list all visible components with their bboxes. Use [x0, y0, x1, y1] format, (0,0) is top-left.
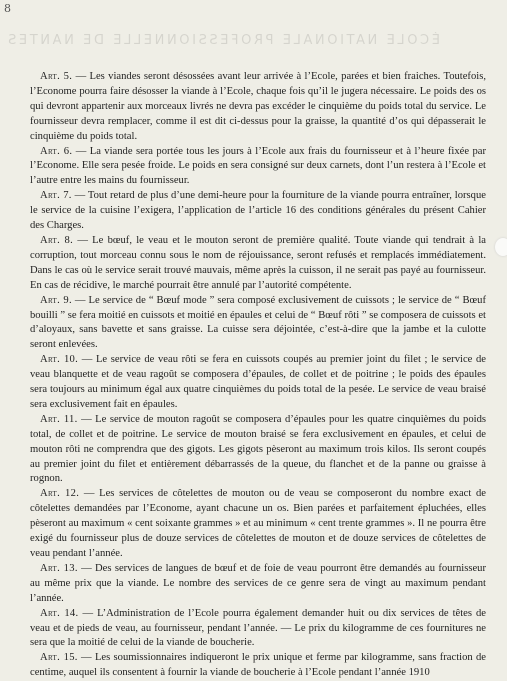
article-label: Art. 14. [40, 607, 79, 619]
article-label: Art. 7. [40, 190, 72, 202]
article-text: — Le service de veau rôti se fera en cuissots coupés au premier joint du filet ; le service de veau blanquette et de veau ragoût se composera d’épaules, de collet et de poitrine ; le poids des épaules sera toujours au minimum égal aux quatre cinquièmes du poids total de la pesée. Le service de veau braisé sera exclusivement fait en épaules. [30, 354, 486, 410]
article-10 [30, 353, 486, 413]
article-7 [30, 189, 486, 234]
article-label: Art. 8. [40, 234, 74, 246]
article-label: Art. 12. [40, 488, 80, 500]
article-label: Art. 11. [40, 413, 78, 425]
article-15 [30, 651, 486, 681]
article-text: — Le service de mouton ragoût se composera d’épaules pour les quatre cinquièmes du poids total, de collet et de poitrine. Le service de mouton braisé se fera exclusivement en épaules, et celui de mouton rôti ne comprendra que des gigots. Les gigots pèseront au maximum trois kilos. Ils seront coupés au premier joint du filet et entièrement débarrassés de la queue, du flanchet et de la panne ou graisse à rognon. [30, 413, 486, 485]
article-text: — Le bœuf, le veau et le mouton seront de première qualité. Toute viande qui tendrait à la corruption, tout morceau connu sous le nom de réjouissance, seront refusés et remplacés immédiatement. Dans le cas où le service serait trouvé mauvais, même après la cuisson, il ne serait pas payé au fournisseur. En cas de récidive, le marché pourrait être annulé par l’autorité compétente. [30, 234, 486, 291]
article-8 [30, 234, 486, 294]
article-text: — Le service de “ Bœuf mode ” sera composé exclusivement de cuissots ; le service de “ Bœuf bouilli ” se fera moitié en cuissots et moitié en épaules et celui de “ Bœuf rôti ” se composera de cuissots et d’aloyaux, sans bavette et sans graisse. La cuisse sera déjointée, c’est-à-dire que la jambe et la culotte seront enlevées. [30, 294, 486, 351]
article-text: — La viande sera portée tous les jours à l’Ecole aux frais du fournisseur et à l’heure fixée par l’Econome. Elle sera pesée froide. Le poids en sera consigné sur deux carnets, dont l’un restera à l’Ecole et l’autre entre les mains du fournisseur. [30, 145, 486, 187]
article-label: Art. 10. [40, 354, 79, 366]
article-text: — Les services de côtelettes de mouton ou de veau se composeront du nombre exact de côtelettes demandées par l’Econome, ayant chacune un os. Bien parées et parfaitement épluchées, elles pèseront au maximum « cent soixante grammes » et au minimum « cent trente grammes ». Il ne pourra être exigé du fournisseur plus de douze services de côtelettes de mouton et de douze services de côtelettes de veau pendant l’année. [30, 488, 486, 559]
article-label: Art. 6. [40, 145, 73, 157]
article-label: Art. 5. [40, 71, 73, 82]
article-6 [30, 145, 486, 190]
article-text: — Des services de langues de bœuf et de foie de veau pourront être demandés au fournisseur au même prix que la viande. Le nombre des services de ce genre sera de vingt au maximum pendant l’année. [30, 562, 486, 604]
article-14 [30, 607, 486, 652]
page-number: 8 [4, 2, 11, 15]
article-text: — Les viandes seront désossées avant leur arrivée à l’Ecole, parées et bien fraiches. Toutefois, l’Econome pourra faire désosser la viande à l’Ecole, chaque fois qu’il le jugera nécessaire. Le poids des os qui devront appartenir aux morceaux livrés ne devra pas excéder le cinquième du poids total du service. Le fournisseur devra remplacer, comme il est dit ci-dessus pour la graisse, la quantité d’os qui dépasserait le cinquième du poids total. [30, 71, 486, 142]
article-label: Art. 13. [40, 562, 78, 574]
article-label: Art. 9. [40, 294, 72, 306]
document-body [30, 70, 486, 681]
article-12 [30, 487, 486, 562]
article-text: — Tout retard de plus d’une demi-heure pour la fourniture de la viande pourra entraîner, lorsque le service de la cuisine l’exigera, l’application de l’article 16 des conditions générales du présent Cahier des Charges. [30, 190, 486, 232]
article-label: Art. 15. [40, 652, 78, 664]
article-text: — Les soumissionnaires indiqueront le prix unique et ferme par kilogramme, sans fraction de centime, auquel ils consentent à fournir la viande de boucherie à l’Ecole pendant l’année 1910 [30, 652, 486, 679]
article-11 [30, 413, 486, 488]
article-text: — L’Administration de l’Ecole pourra également demander huit ou dix services de têtes de veau et de pieds de veau, au fournisseur, pendant l’année. — Le prix du kilogramme de ces fournitures ne sera que la moitié de celui de la viande de boucherie. [30, 607, 486, 649]
article-13 [30, 562, 486, 607]
punch-hole [495, 238, 507, 256]
bleed-through-header: ÉCOLE NATIONALE PROFESSIONNELLE DE NANTES [5, 33, 440, 48]
article-9 [30, 294, 486, 354]
article-5 [30, 70, 486, 145]
